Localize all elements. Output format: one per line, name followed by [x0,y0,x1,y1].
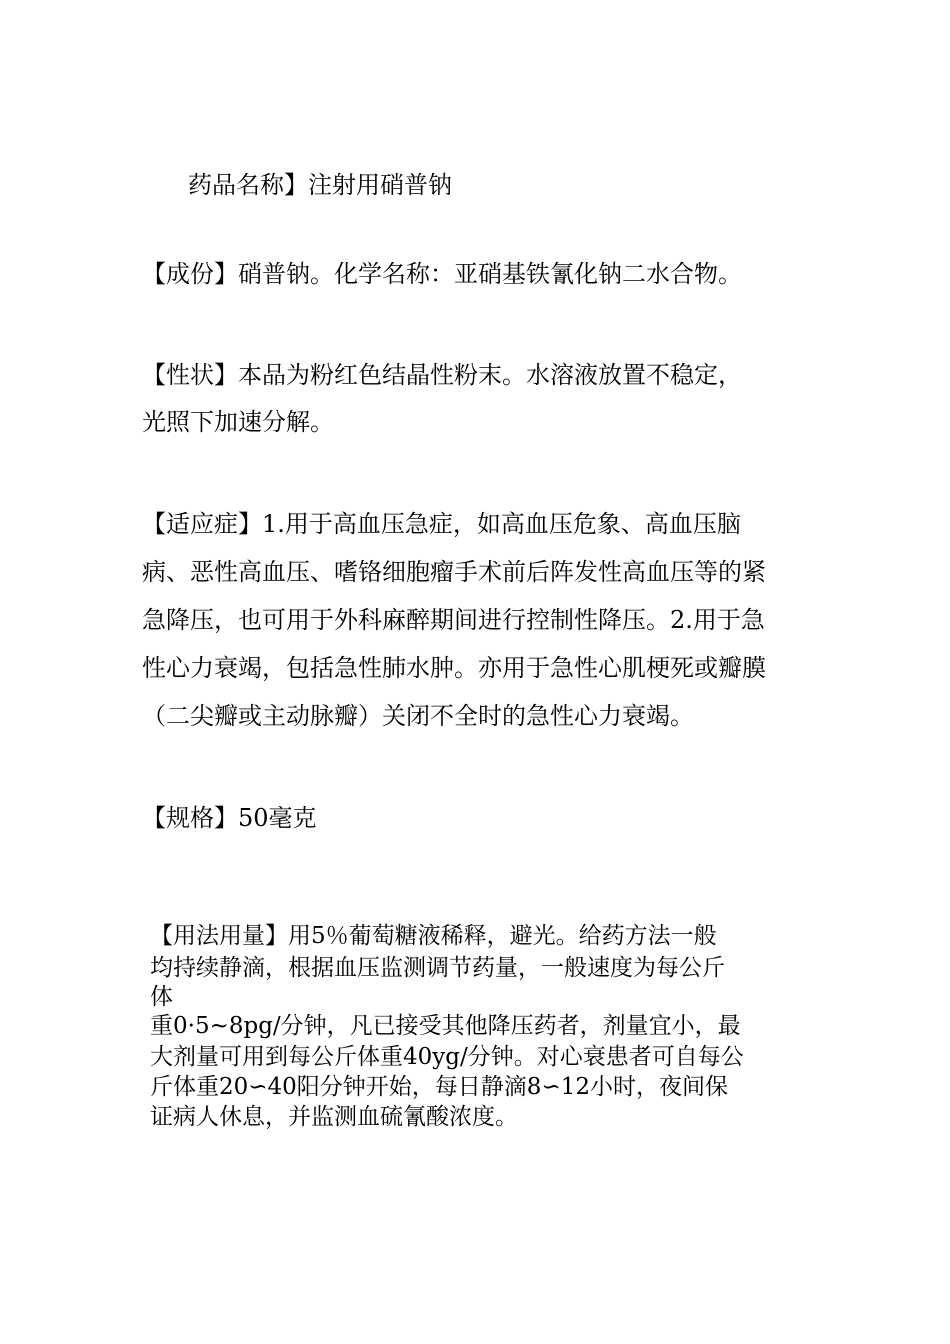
drug-name-line: 药品名称】注射用硝普钠 [188,171,452,199]
dosage-line: 斤体重20∽40阳分钟开始，每日静滴8∽12小时，夜间保 [150,1074,728,1100]
ingredients-line: 【成份】硝普钠。化学名称：亚硝基铁氰化钠二水合物。 [142,260,742,288]
indications-line: 急降压，也可用于外科麻醉期间进行控制性降压。2.用于急 [142,606,765,634]
dosage-line: 证病人休息，并监测血硫氰酸浓度。 [150,1104,518,1130]
indications-line: （二尖瓣或主动脉瓣）关闭不全时的急性心力衰竭。 [142,702,694,730]
indications-line: 性心力衰竭，包括急性肺水肿。亦用于急性心肌梗死或瓣膜 [142,654,766,682]
dosage-line: 体 [150,984,173,1010]
indications-line: 【适应症】1.用于高血压急症，如高血压危象、高血压脑 [142,510,741,538]
description-line: 光照下加速分解。 [142,408,334,436]
dosage-line: 重0·5~8pg/分钟，凡已接受其他降压药者，剂量宜小，最 [150,1013,741,1039]
dosage-line: 【用法用量】用5％葡萄糖液稀释，避光。给药方法一般 [150,923,717,949]
dosage-line: 大剂量可用到每公斤体重40yg/分钟。对心衰患者可自每公 [150,1044,744,1070]
indications-line: 病、恶性高血压、嗜铬细胞瘤手术前后阵发性高血压等的紧 [142,558,766,586]
description-line: 【性状】本品为粉红色结晶性粉末。水溶液放置不稳定， [142,361,742,389]
specification-line: 【规格】50毫克 [142,804,317,832]
dosage-line: 均持续静滴，根据血压监测调节药量，一般速度为每公斤 [150,955,725,981]
